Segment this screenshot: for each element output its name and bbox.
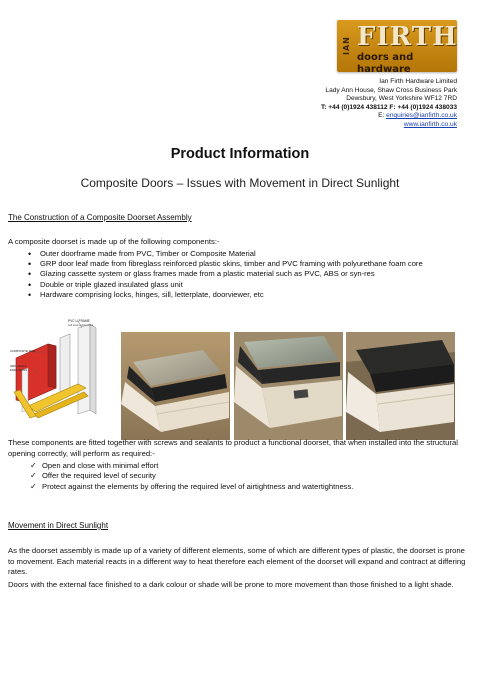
photo-illustration-3 [346,332,455,440]
phone-fax: T: +44 (0)1924 438112 F: +44 (0)1924 438033 [320,103,457,111]
logo-tagline: doors and hardware [357,52,414,75]
photo-illustration-1 [121,332,230,440]
logo-firth-text: FIRTH [357,22,458,52]
company-name: Ian Firth Hardware Limited [379,78,457,85]
performance-list [30,461,470,492]
diagram-illustration [8,318,118,430]
diagram-label-composite: COMPOSITE RAIL [10,349,36,353]
door-corner-photo-2 [234,332,343,440]
section-heading-movement: Movement in Direct Sunlight [8,521,109,530]
email-link[interactable]: enquiries@ianfirth.co.uk [386,112,457,120]
list-item: ✓ Open and close with minimal effort [30,461,470,471]
logo-ian-text: IAN [342,36,351,56]
components-fitted-text: These components are fitted together with screws and sealants to product a functional doorset, that when installed into the structural opening correctly, will perform as required:- [8,438,458,458]
company-logo [337,20,458,75]
list-item: • GRP door leaf made from fibreglass reinforced plastic skins, timber and PVC framing with polyurethane foam core [28,259,468,269]
movement-paragraph-2: Doors with the external face finished to a dark colour or shade will be prone to more movement than those finished to a light shade. [8,580,454,589]
website-line [321,121,457,130]
doorset-exploded-diagram [8,318,118,430]
list-item: • Glazing cassette system or glass frames made from a plastic material such as PVC, ABS or syn-res [28,269,468,279]
website-link[interactable]: www.ianfirth.co.uk [403,120,457,128]
list-item: • Outer doorframe made from PVC, Timber or Composite Material [28,249,468,259]
door-corner-photo-3 [346,332,455,440]
door-corner-photo-1 [121,332,230,440]
list-item: ✓ Protect against the elements by offering the required level of airtightness and watertightness. [30,482,470,492]
diagram-label-grp: GRP HIGH & [10,364,27,368]
list-item: • Hardware comprising locks, hinges, sill, letterplate, doorviewer, etc [28,290,468,300]
diagram-label-pvc: PVC U FRAME [68,319,90,323]
section-heading-construction: The Construction of a Composite Doorset Assembly [8,213,192,222]
diagram-label-pvc-sub: with steel reinforcement [68,324,94,327]
list-item: • Double or triple glazed insulated glass unit [28,280,468,290]
address-line-2: Dewsbury, West Yorkshire WF12 7RD [346,95,457,103]
component-list [28,249,468,300]
list-item: ✓ Offer the required level of security [30,471,470,481]
movement-paragraph-1: As the doorset assembly is made up of a variety of different elements, some of which are different types of plastic, the doorset is prone to movement. Each material reacts in a different way to heat therefore each element of the doorset will expand and contract at differing rates. [8,546,466,576]
page-subtitle: Composite Doors – Issues with Movement in Direct Sunlight [80,176,400,190]
email-prefix: E: [378,112,387,120]
photo-illustration-2 [234,332,343,440]
construction-intro: A composite doorset is made up of the following components:- [8,237,220,246]
address-block [321,78,457,130]
email-line [321,112,457,121]
diagram-label-grp-2: ENDS SKINS [10,368,27,372]
page-title: Product Information [170,146,310,162]
address-line-1: Lady Ann House, Shaw Cross Business Park [325,86,457,94]
